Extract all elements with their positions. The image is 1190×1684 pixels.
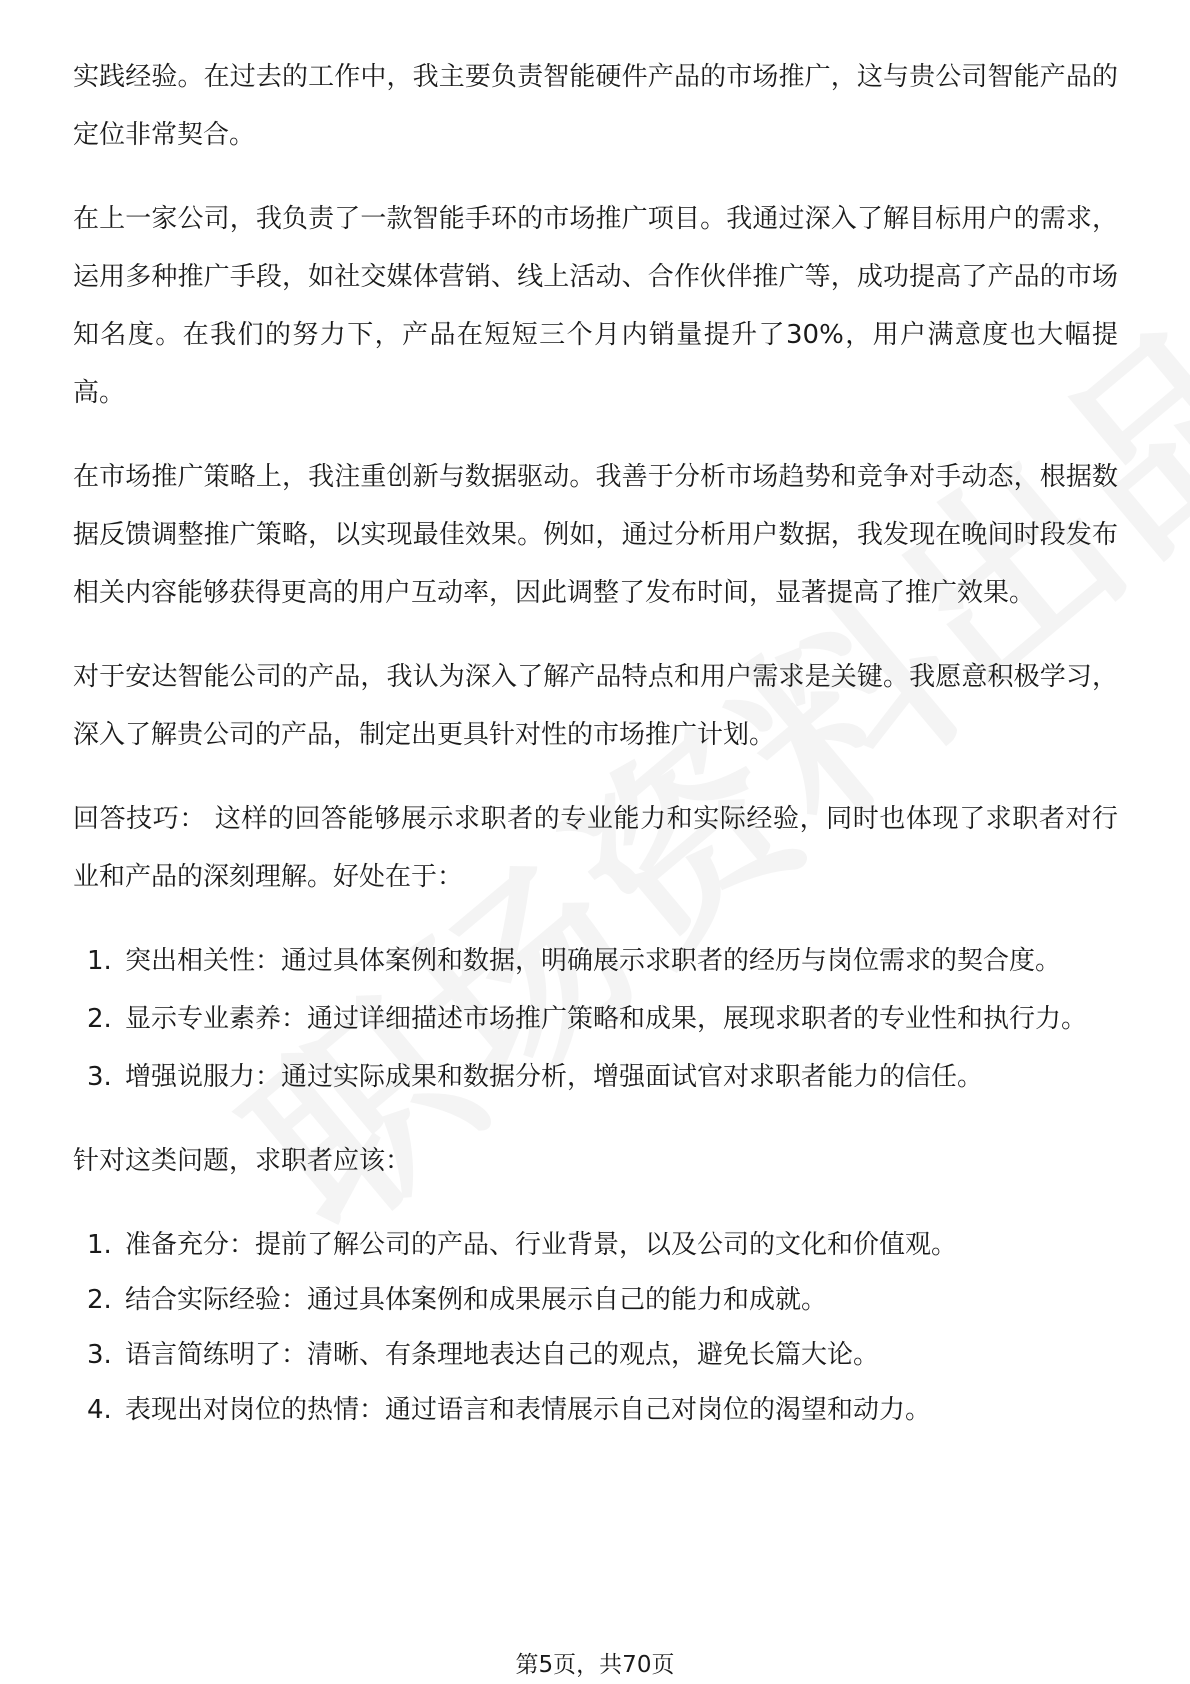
list-item-text: 准备充分：提前了解公司的产品、行业背景，以及公司的文化和价值观。	[125, 1230, 958, 1260]
list-item-text: 结合实际经验：通过具体案例和成果展示自己的能力和成就。	[125, 1285, 828, 1315]
list-item	[73, 1048, 1118, 1106]
list-item	[73, 1326, 1118, 1384]
list-item	[73, 1381, 1118, 1439]
list-number: 4.	[87, 1395, 112, 1425]
list-number: 2.	[87, 1004, 112, 1034]
benefits-list	[73, 932, 1118, 1106]
list-number: 3.	[87, 1340, 112, 1370]
list-number: 3.	[87, 1062, 112, 1092]
list-number: 1.	[87, 946, 112, 976]
page-content	[73, 48, 1118, 1462]
paragraph: 实践经验。在过去的工作中，我主要负责智能硬件产品的市场推广，这与贵公司智能产品的定位非常契合。	[73, 62, 1118, 150]
list-item	[73, 990, 1118, 1048]
paragraph: 在市场推广策略上，我注重创新与数据驱动。我善于分析市场趋势和竞争对手动态，根据数据反馈调整推广策略，以实现最佳效果。例如，通过分析用户数据，我发现在晚间时段发布相关内容能够获得更高的用户互动率，因此调整了发布时间，显著提高了推广效果。	[73, 462, 1118, 608]
list-item-text: 表现出对岗位的热情：通过语言和表情展示自己对岗位的渴望和动力。	[125, 1395, 932, 1425]
page-footer: 第5页，共70页	[515, 1652, 675, 1678]
list-item	[73, 1216, 1118, 1274]
paragraph: 对于安达智能公司的产品，我认为深入了解产品特点和用户需求是关键。我愿意积极学习，深入了解贵公司的产品，制定出更具针对性的市场推广计划。	[73, 662, 1118, 750]
paragraph: 在上一家公司，我负责了一款智能手环的市场推广项目。我通过深入了解目标用户的需求，运用多种推广手段，如社交媒体营销、线上活动、合作伙伴推广等，成功提高了产品的市场知名度。在我们的努力下，产品在短短三个月内销量提升了30%，用户满意度也大幅提高。	[73, 204, 1118, 408]
list-number: 2.	[87, 1285, 112, 1315]
list-number: 1.	[87, 1230, 112, 1260]
list-item-text: 增强说服力：通过实际成果和数据分析，增强面试官对求职者能力的信任。	[125, 1062, 984, 1092]
answer-tips-paragraph: 回答技巧： 这样的回答能够展示求职者的专业能力和实际经验，同时也体现了求职者对行业和产品的深刻理解。好处在于：	[73, 804, 1118, 892]
advice-intro: 针对这类问题，求职者应该：	[73, 1146, 412, 1176]
list-item-text: 显示专业素养：通过详细描述市场推广策略和成果，展现求职者的专业性和执行力。	[125, 1004, 1088, 1034]
list-item	[73, 932, 1118, 990]
list-item-text: 语言简练明了：清晰、有条理地表达自己的观点，避免长篇大论。	[125, 1340, 880, 1370]
list-item-text: 突出相关性：通过具体案例和数据，明确展示求职者的经历与岗位需求的契合度。	[125, 946, 1062, 976]
list-item	[73, 1271, 1118, 1329]
advice-list	[73, 1216, 1118, 1439]
